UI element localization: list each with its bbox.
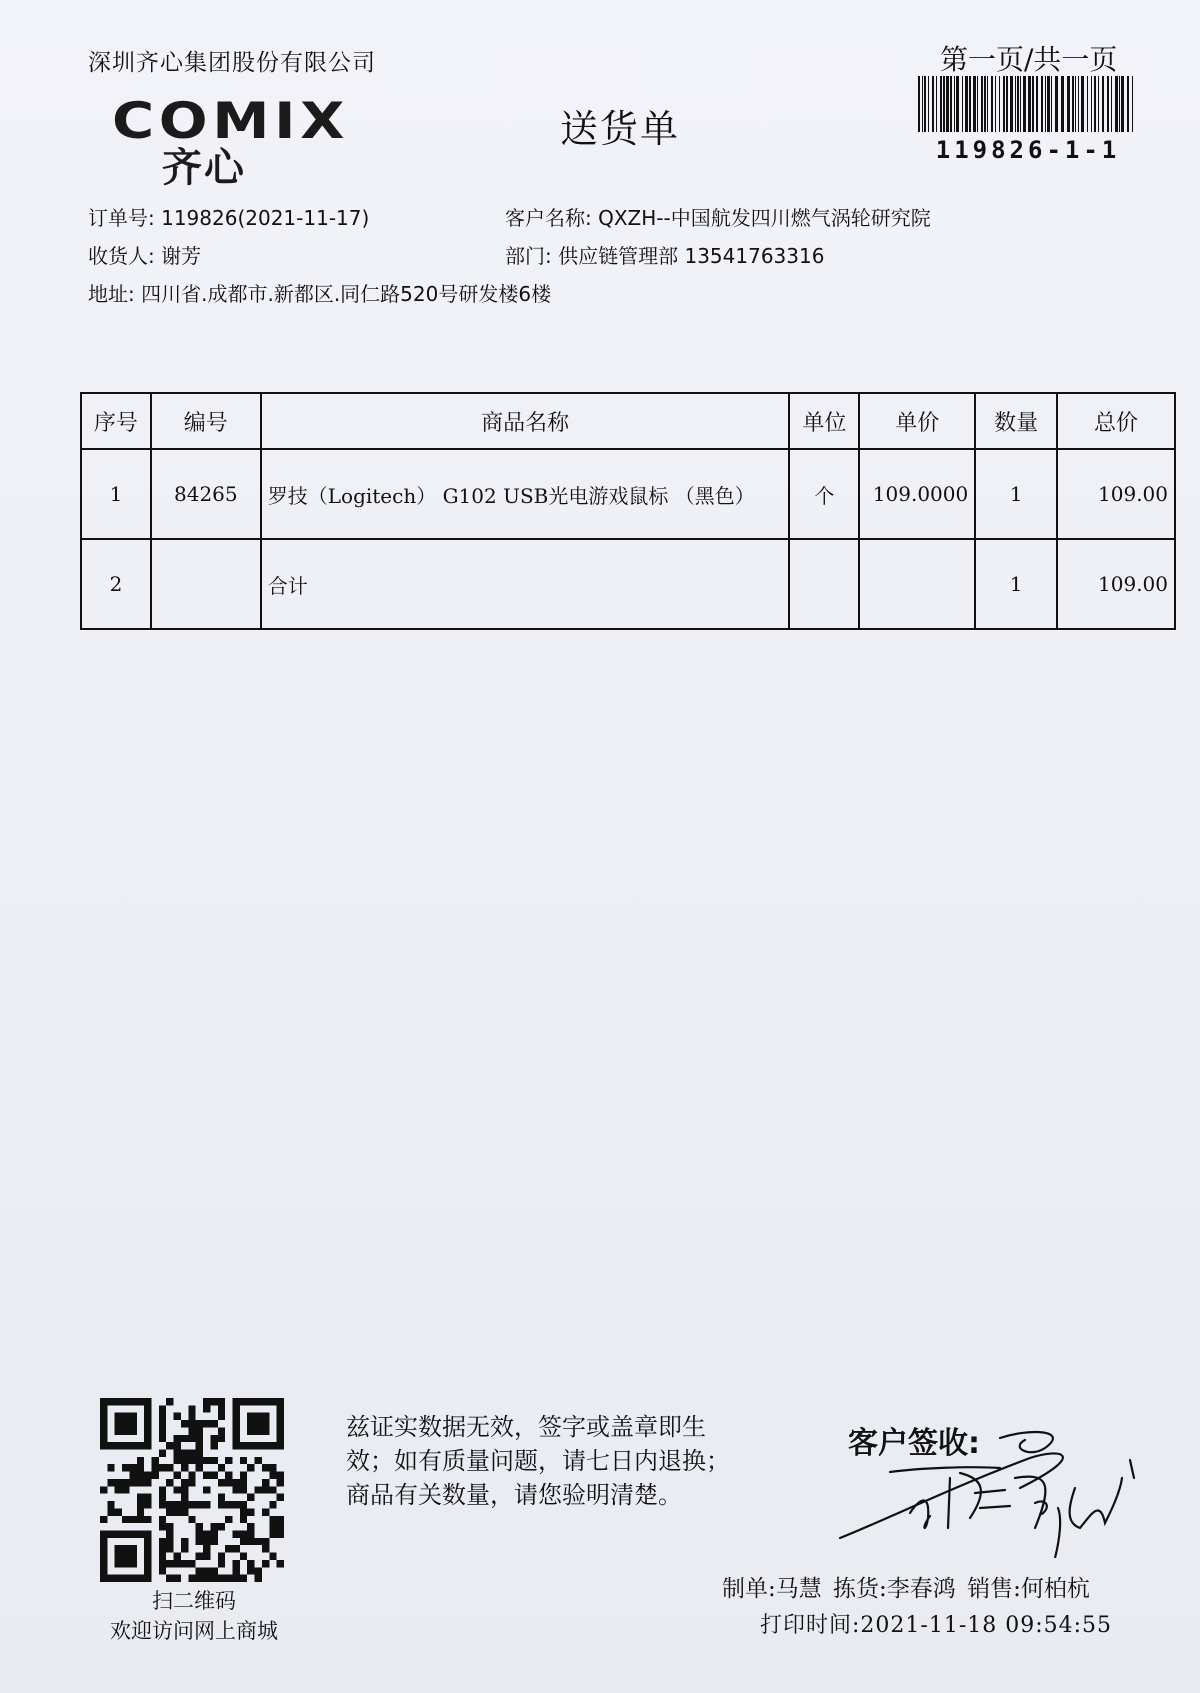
print-time: 打印时间:2021-11-18 09:54:55: [760, 1613, 1113, 1638]
cell-quantity: 1: [975, 449, 1057, 539]
cell-unit: 个: [789, 449, 859, 539]
staff-line: 制单:马慧 拣货:李春鸿 销售:何柏杭: [722, 1576, 1090, 1602]
order-value: 119826(2021-11-17): [161, 206, 370, 230]
barcode: [918, 76, 1138, 132]
receiver-value: 谢芳: [161, 244, 202, 268]
table-row: [81, 449, 1175, 539]
table-header-row: [81, 393, 1175, 449]
logo-text-cn: 齐心: [162, 145, 246, 191]
address: [88, 278, 551, 307]
address-value: 四川省.成都市.新都区.同仁路520号研发楼6楼: [141, 282, 552, 306]
cell-product-name: 合计: [261, 539, 790, 629]
address-label: 地址:: [88, 282, 142, 306]
comix-logo: [112, 92, 350, 191]
cell-seq: 1: [81, 449, 151, 539]
cell-product-name: 罗技（Logitech） G102 USB光电游戏鼠标 （黑色）: [261, 449, 790, 539]
customer-label: 客户名称:: [505, 206, 599, 230]
dept-label: 部门:: [505, 244, 559, 268]
customer-value: QXZH--中国航发四川燃气涡轮研究院: [598, 206, 931, 230]
page-indicator: 第一页/共一页: [940, 43, 1118, 76]
items-table: [80, 392, 1176, 630]
qr-code: [100, 1398, 284, 1582]
header-total: 总价: [1057, 393, 1175, 449]
customer-sign-label: 客户签收:: [848, 1426, 980, 1461]
header-quantity: 数量: [975, 393, 1057, 449]
barcode-number: 119826-1-1: [935, 136, 1121, 164]
cell-unit-price: [859, 539, 975, 629]
cell-code: 84265: [151, 449, 261, 539]
header-code: 编号: [151, 393, 261, 449]
receiver: [88, 240, 201, 269]
notice-line-3: 商品有关数量，请您验明清楚。: [346, 1481, 682, 1509]
qr-caption-line-1: 扫二维码: [152, 1589, 236, 1613]
cell-total: 109.00: [1057, 449, 1175, 539]
cell-unit-price: 109.0000: [859, 449, 975, 539]
notice-line-2: 效；如有质量问题，请七日内退换；: [346, 1447, 730, 1475]
customer-signature: [830, 1418, 1170, 1558]
qr-caption: [84, 1586, 304, 1646]
department: [505, 240, 824, 269]
table-row-total: [81, 539, 1175, 629]
cell-quantity: 1: [975, 539, 1057, 629]
document-title: 送货单: [560, 107, 681, 151]
header-unit: 单位: [789, 393, 859, 449]
header-product-name: 商品名称: [261, 393, 790, 449]
cell-total: 109.00: [1057, 539, 1175, 629]
customer-name: [505, 202, 931, 231]
qr-caption-line-2: 欢迎访问网上商城: [110, 1619, 278, 1643]
cell-unit: [789, 539, 859, 629]
header-seq: 序号: [81, 393, 151, 449]
cell-seq: 2: [81, 539, 151, 629]
company-name: 深圳齐心集团股份有限公司: [88, 50, 376, 76]
notice-line-1: 兹证实数据无效，签字或盖章即生: [346, 1413, 706, 1441]
receiver-label: 收货人:: [88, 244, 162, 268]
notice-text: [346, 1410, 766, 1512]
logo-text-en: COMIX: [112, 92, 350, 150]
order-label: 订单号:: [88, 206, 162, 230]
cell-code: [151, 539, 261, 629]
order-number: [88, 202, 369, 231]
header-unit-price: 单价: [859, 393, 975, 449]
dept-value: 供应链管理部 13541763316: [558, 244, 825, 268]
